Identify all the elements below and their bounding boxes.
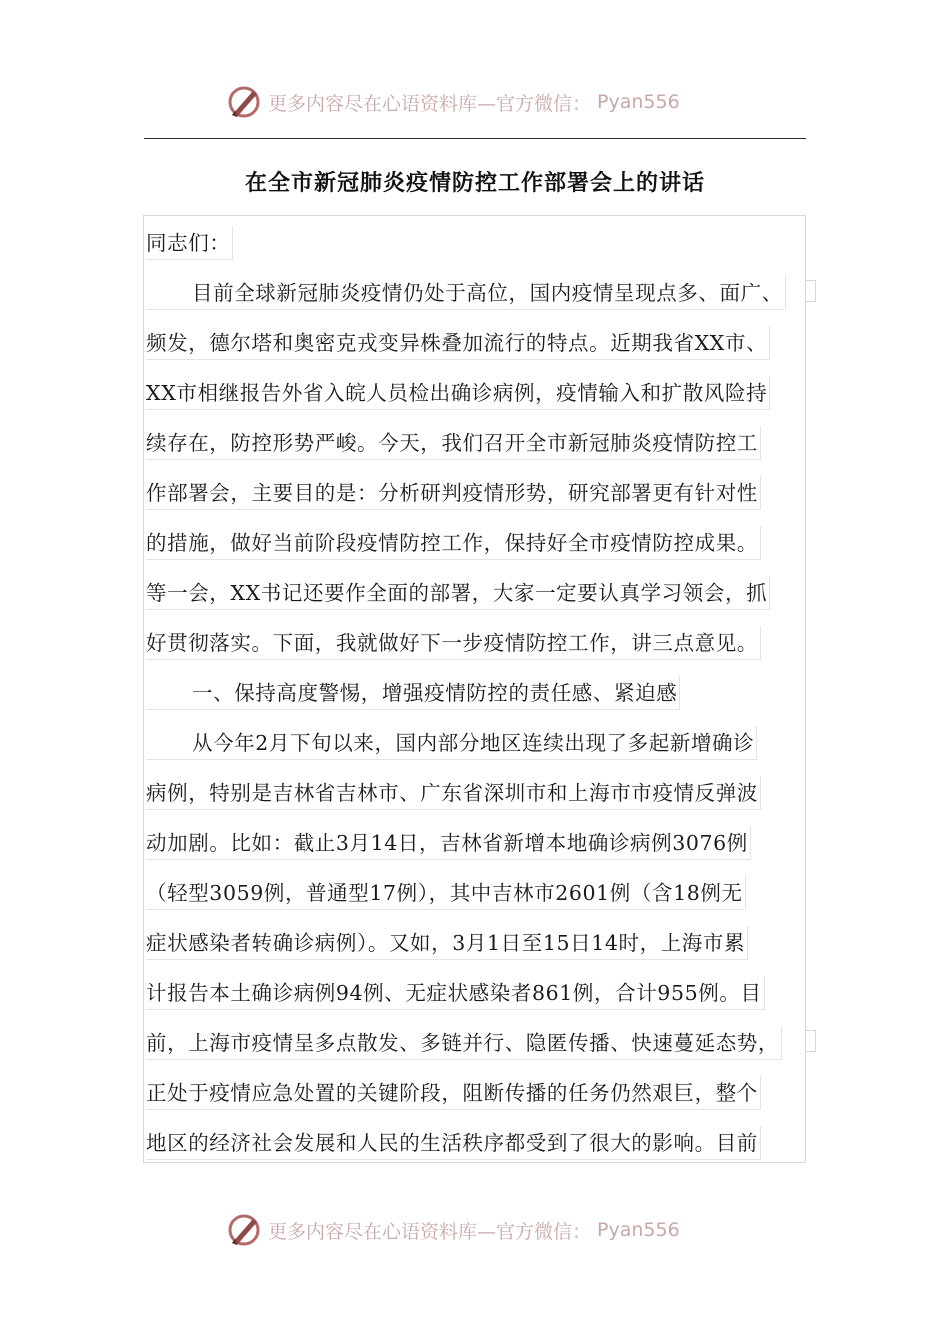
body-line: （轻型3059例，普通型17例），其中吉林市2601例（含18例无 [146, 876, 746, 910]
overflow-marker [806, 1030, 816, 1052]
body-line: 的措施，做好当前阶段疫情防控工作，保持好全市疫情防控成果。 [146, 526, 761, 560]
body-line: 正处于疫情应急处置的关键阶段，阻断传播的任务仍然艰巨，整个 [146, 1076, 761, 1110]
body-line: 频发，德尔塔和奥密克戎变异株叠加流行的特点。近期我省XX市、 [146, 326, 770, 360]
body-line: 从今年2月下旬以来，国内部分地区连续出现了多起新增确诊 [146, 726, 757, 760]
body-line: 前，上海市疫情呈多点散发、多链并行、隐匿传播、快速蔓延态势， [146, 1026, 782, 1060]
body-line: XX市相继报告外省入皖人员检出确诊病例，疫情输入和扩散风险持 [146, 376, 770, 410]
body-line: 计报告本土确诊病例94例、无症状感染者861例，合计955例。目 [146, 976, 765, 1010]
body-line: 动加剧。比如：截止3月14日，吉林省新增本地确诊病例3076例 [146, 826, 751, 860]
body-line: 续存在，防控形势严峻。今天，我们召开全市新冠肺炎疫情防控工 [146, 426, 761, 460]
header-text: 更多内容尽在心语资料库—官方微信： [268, 92, 592, 115]
body-line: 好贯彻落实。下面，我就做好下一步疫情防控工作，讲三点意见。 [146, 626, 761, 660]
section-heading: 一、保持高度警惕，增强疫情防控的责任感、紧迫感 [146, 676, 680, 710]
pen-circle-logo-icon [226, 84, 262, 120]
body-line: 症状感染者转确诊病例）。又如，3月1日至15日14时，上海市累 [146, 926, 748, 960]
header-wechat-id: Pyan556 [597, 91, 680, 113]
footer-text: 更多内容尽在心语资料库—官方微信： [268, 1220, 592, 1243]
pen-circle-logo-icon [226, 1212, 262, 1248]
body-line: 同志们： [146, 226, 233, 260]
overflow-marker [806, 280, 816, 302]
page-footer [226, 1210, 680, 1250]
page-header [226, 82, 680, 122]
body-line: 等一会，XX书记还要作全面的部署，大家一定要认真学习领会，抓 [146, 576, 770, 610]
body-line: 病例，特别是吉林省吉林市、广东省深圳市和上海市市疫情反弹波 [146, 776, 761, 810]
body-line: 作部署会，主要目的是：分析研判疫情形势，研究部署更有针对性 [146, 476, 761, 510]
body-line: 地区的经济社会发展和人民的生活秩序都受到了很大的影响。目前 [146, 1126, 761, 1160]
body-line: 目前全球新冠肺炎疫情仍处于高位，国内疫情呈现点多、面广、 [146, 276, 786, 310]
header-divider [144, 138, 806, 139]
footer-wechat-id: Pyan556 [597, 1219, 680, 1241]
document-title: 在全市新冠肺炎疫情防控工作部署会上的讲话 [244, 171, 705, 196]
